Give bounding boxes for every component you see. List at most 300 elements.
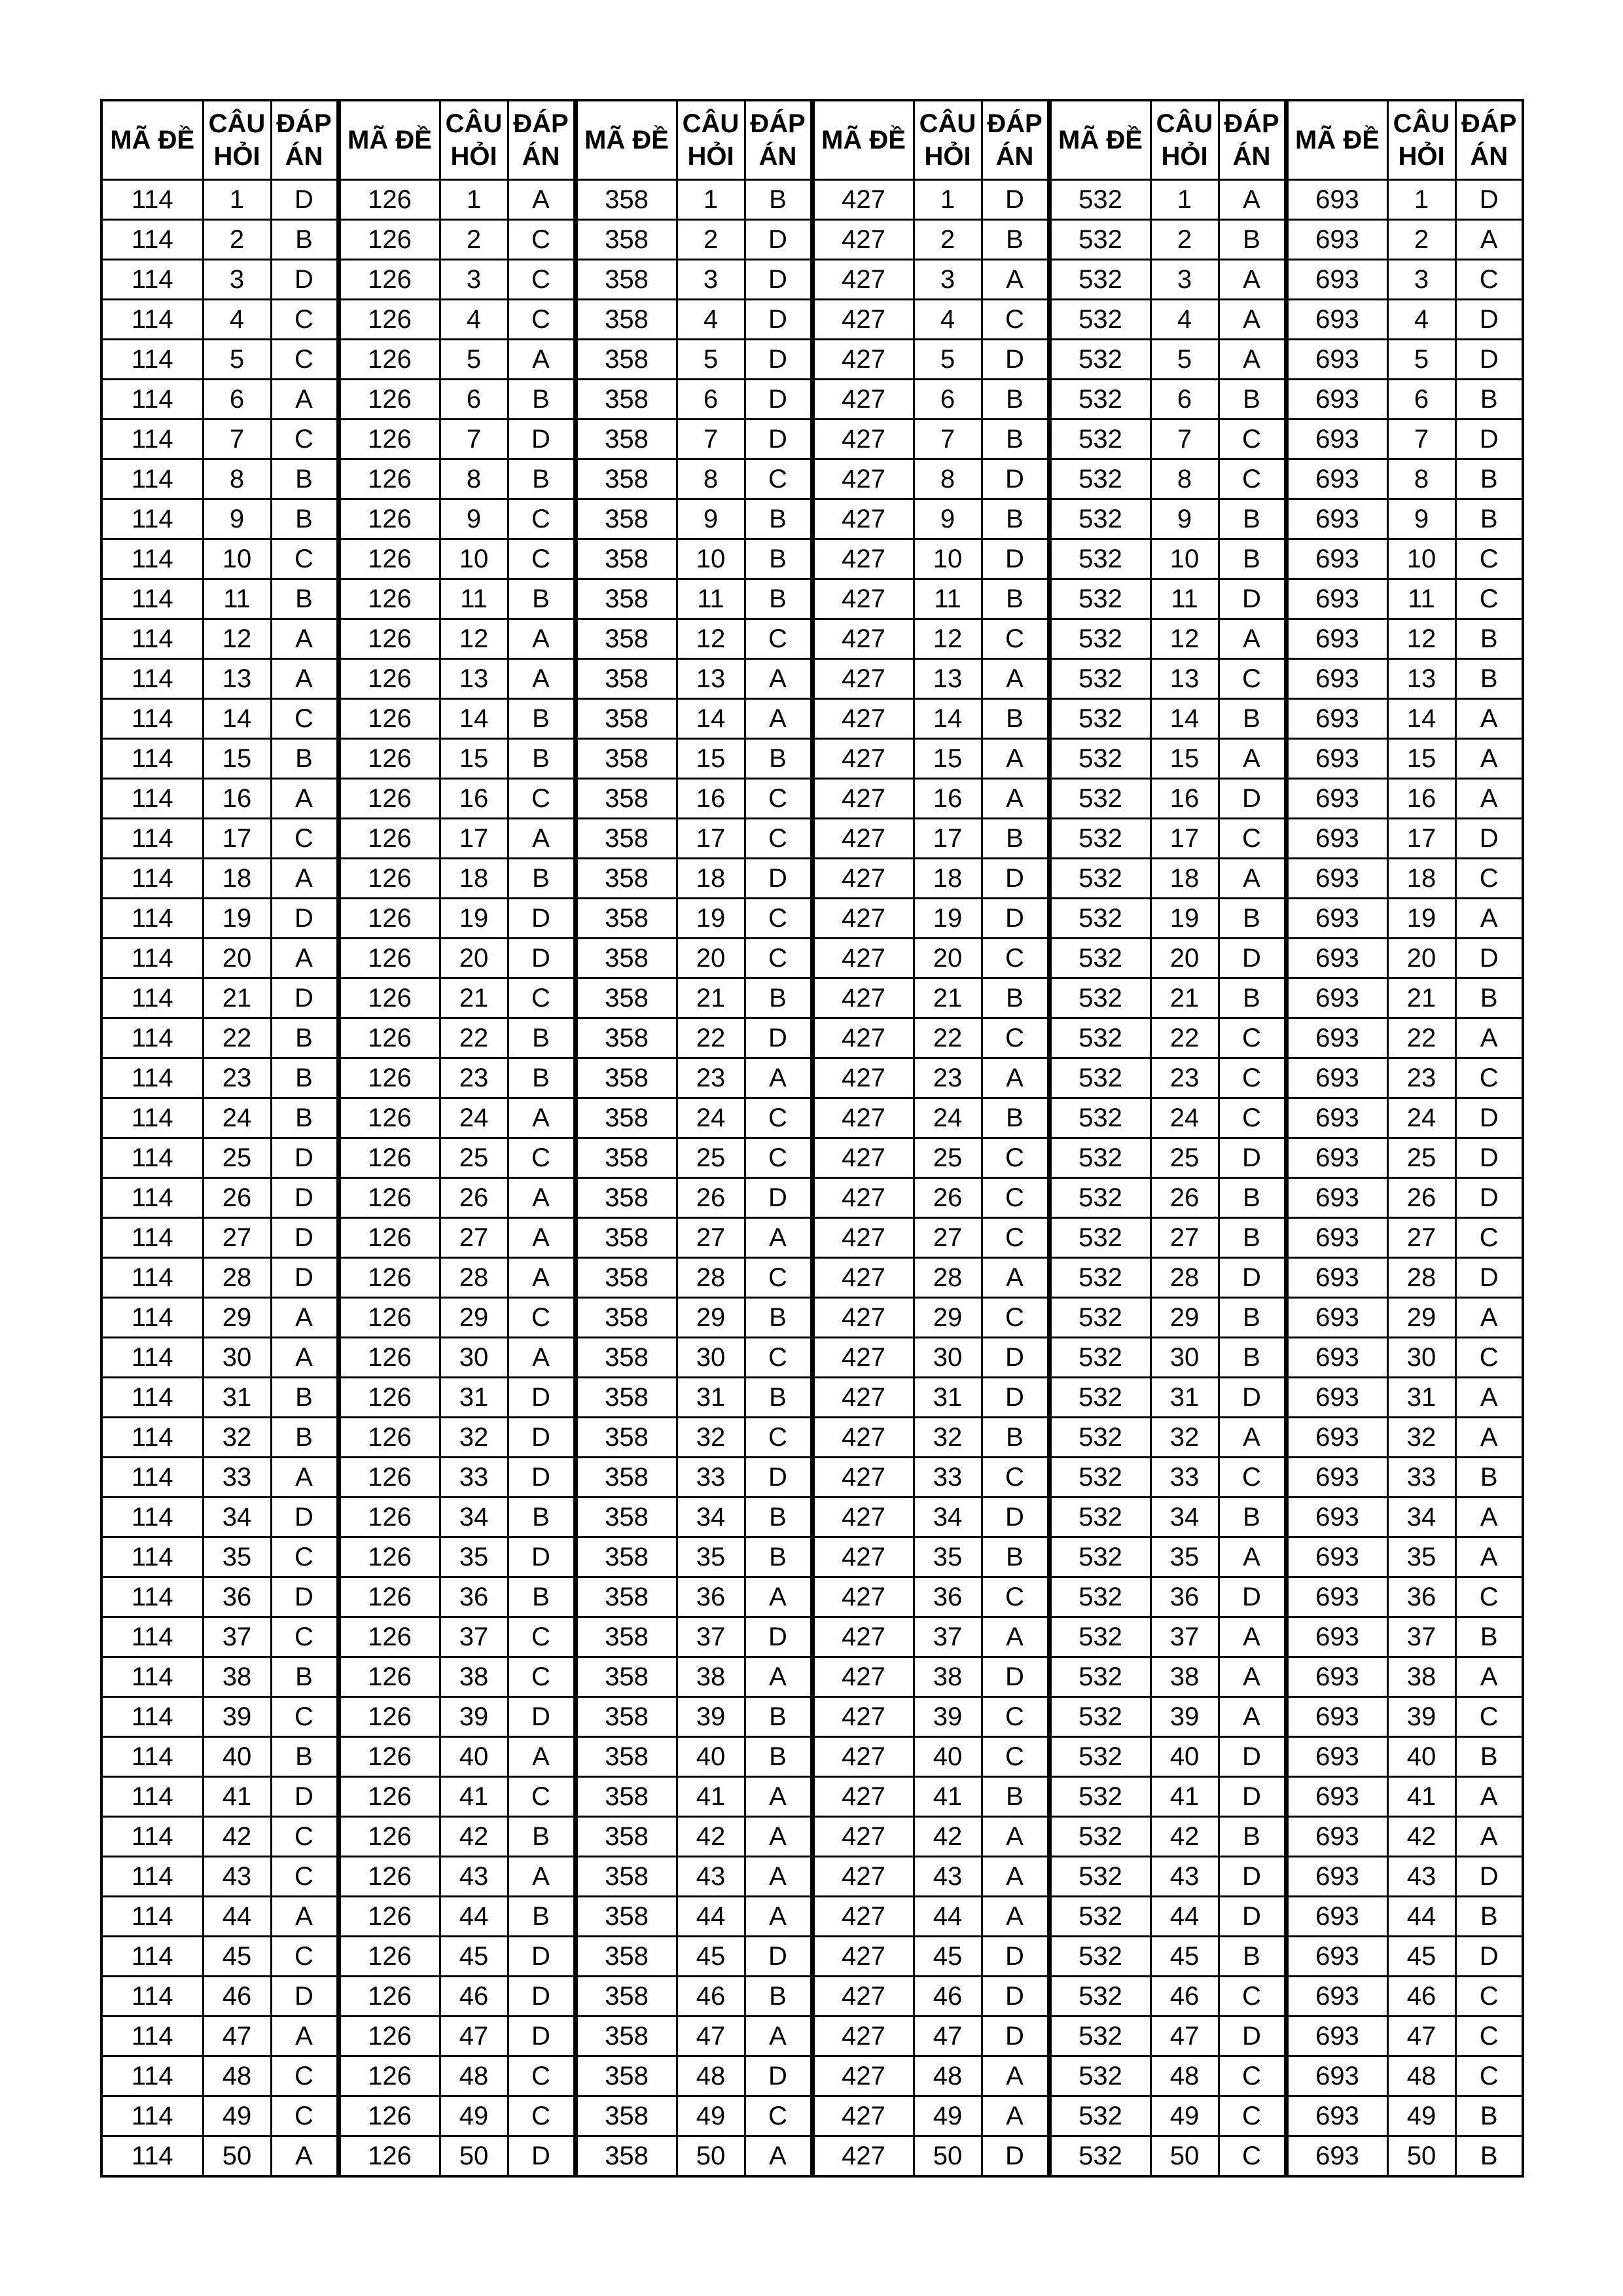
answer-cell: C bbox=[982, 1018, 1049, 1058]
exam-code-cell: 114 bbox=[101, 1897, 203, 1937]
question-number-cell: 24 bbox=[203, 1098, 271, 1138]
question-number-cell: 13 bbox=[1150, 659, 1219, 699]
exam-code-cell: 126 bbox=[338, 2136, 440, 2177]
exam-code-cell: 693 bbox=[1286, 1857, 1387, 1897]
exam-code-cell: 693 bbox=[1286, 1098, 1387, 1138]
question-number-cell: 5 bbox=[1387, 340, 1455, 380]
answer-cell: A bbox=[1219, 1537, 1286, 1577]
answer-cell: B bbox=[745, 180, 812, 220]
answer-cell: C bbox=[745, 1418, 812, 1458]
question-number-cell: 13 bbox=[677, 659, 745, 699]
table-row bbox=[101, 2136, 1523, 2177]
question-number-cell: 42 bbox=[440, 1817, 508, 1857]
question-number-cell: 28 bbox=[440, 1258, 508, 1298]
question-number-cell: 47 bbox=[1387, 2017, 1455, 2056]
exam-code-cell: 427 bbox=[812, 739, 914, 779]
answer-key-table bbox=[100, 99, 1524, 2178]
question-number-cell: 21 bbox=[677, 978, 745, 1018]
question-number-cell: 5 bbox=[203, 340, 271, 380]
exam-code-cell: 358 bbox=[575, 1098, 677, 1138]
question-number-cell: 20 bbox=[1387, 939, 1455, 978]
answer-cell: C bbox=[271, 699, 338, 739]
exam-code-cell: 693 bbox=[1286, 699, 1387, 739]
answer-cell: D bbox=[1455, 819, 1523, 859]
header-exam-code: MÃ ĐỀ bbox=[575, 100, 677, 180]
question-number-cell: 11 bbox=[440, 579, 508, 619]
exam-code-cell: 427 bbox=[812, 1138, 914, 1178]
answer-cell: C bbox=[745, 1138, 812, 1178]
question-number-cell: 29 bbox=[203, 1298, 271, 1338]
exam-code-cell: 126 bbox=[338, 1178, 440, 1218]
exam-code-cell: 427 bbox=[812, 1977, 914, 2017]
answer-cell: C bbox=[745, 939, 812, 978]
question-number-cell: 16 bbox=[203, 779, 271, 819]
exam-code-cell: 693 bbox=[1286, 939, 1387, 978]
exam-code-cell: 693 bbox=[1286, 659, 1387, 699]
answer-cell: B bbox=[745, 1498, 812, 1537]
exam-code-cell: 693 bbox=[1286, 1777, 1387, 1817]
answer-cell: B bbox=[1219, 699, 1286, 739]
exam-code-cell: 427 bbox=[812, 1777, 914, 1817]
question-number-cell: 20 bbox=[677, 939, 745, 978]
answer-cell: B bbox=[271, 1378, 338, 1418]
answer-cell: D bbox=[508, 1937, 575, 1977]
answer-cell: B bbox=[508, 380, 575, 420]
exam-code-cell: 114 bbox=[101, 1098, 203, 1138]
header-answer-line1: ĐÁP bbox=[987, 109, 1043, 138]
question-number-cell: 46 bbox=[203, 1977, 271, 2017]
exam-code-cell: 114 bbox=[101, 699, 203, 739]
answer-cell: C bbox=[1455, 1218, 1523, 1258]
exam-code-cell: 427 bbox=[812, 1577, 914, 1617]
exam-code-cell: 126 bbox=[338, 1458, 440, 1498]
answer-cell: B bbox=[1455, 1737, 1523, 1777]
table-body bbox=[101, 180, 1523, 2177]
header-answer-line2: ÁN bbox=[1232, 142, 1271, 171]
question-number-cell: 40 bbox=[1387, 1737, 1455, 1777]
question-number-cell: 14 bbox=[1150, 699, 1219, 739]
exam-code-cell: 126 bbox=[338, 1937, 440, 1977]
exam-code-cell: 427 bbox=[812, 1458, 914, 1498]
question-number-cell: 7 bbox=[203, 420, 271, 459]
answer-cell: B bbox=[745, 1977, 812, 2017]
question-number-cell: 30 bbox=[1387, 1338, 1455, 1378]
answer-cell: A bbox=[1455, 699, 1523, 739]
answer-cell: A bbox=[271, 659, 338, 699]
answer-cell: D bbox=[745, 380, 812, 420]
question-number-cell: 30 bbox=[677, 1338, 745, 1378]
exam-code-cell: 126 bbox=[338, 1897, 440, 1937]
exam-code-cell: 532 bbox=[1049, 659, 1150, 699]
exam-code-cell: 693 bbox=[1286, 1058, 1387, 1098]
exam-code-cell: 358 bbox=[575, 1018, 677, 1058]
exam-code-cell: 126 bbox=[338, 978, 440, 1018]
answer-cell: D bbox=[1219, 1897, 1286, 1937]
question-number-cell: 21 bbox=[440, 978, 508, 1018]
answer-cell: A bbox=[1219, 619, 1286, 659]
exam-code-cell: 358 bbox=[575, 779, 677, 819]
question-number-cell: 2 bbox=[440, 220, 508, 260]
table-row bbox=[101, 2096, 1523, 2136]
exam-code-cell: 126 bbox=[338, 1498, 440, 1537]
question-number-cell: 49 bbox=[1387, 2096, 1455, 2136]
question-number-cell: 25 bbox=[203, 1138, 271, 1178]
exam-code-cell: 532 bbox=[1049, 2096, 1150, 2136]
question-number-cell: 1 bbox=[914, 180, 982, 220]
header-answer bbox=[1219, 100, 1286, 180]
exam-code-cell: 126 bbox=[338, 939, 440, 978]
exam-code-cell: 427 bbox=[812, 300, 914, 340]
exam-code-cell: 126 bbox=[338, 499, 440, 539]
exam-code-cell: 126 bbox=[338, 1697, 440, 1737]
table-row bbox=[101, 260, 1523, 300]
question-number-cell: 26 bbox=[914, 1178, 982, 1218]
answer-cell: D bbox=[508, 939, 575, 978]
exam-code-cell: 427 bbox=[812, 420, 914, 459]
question-number-cell: 13 bbox=[440, 659, 508, 699]
answer-cell: B bbox=[508, 579, 575, 619]
exam-code-cell: 358 bbox=[575, 1418, 677, 1458]
exam-code-cell: 427 bbox=[812, 459, 914, 499]
question-number-cell: 17 bbox=[203, 819, 271, 859]
exam-code-cell: 358 bbox=[575, 1657, 677, 1697]
table-row bbox=[101, 1178, 1523, 1218]
question-number-cell: 44 bbox=[203, 1897, 271, 1937]
answer-cell: B bbox=[1455, 1897, 1523, 1937]
exam-code-cell: 358 bbox=[575, 1737, 677, 1777]
answer-cell: B bbox=[1219, 1338, 1286, 1378]
question-number-cell: 6 bbox=[203, 380, 271, 420]
question-number-cell: 34 bbox=[440, 1498, 508, 1537]
answer-cell: C bbox=[508, 300, 575, 340]
question-number-cell: 50 bbox=[677, 2136, 745, 2177]
exam-code-cell: 693 bbox=[1286, 1498, 1387, 1537]
answer-cell: B bbox=[982, 699, 1049, 739]
exam-code-cell: 126 bbox=[338, 1338, 440, 1378]
answer-cell: A bbox=[271, 2136, 338, 2177]
question-number-cell: 39 bbox=[914, 1697, 982, 1737]
header-question-line2: HỎI bbox=[1398, 142, 1445, 171]
header-answer-line2: ÁN bbox=[522, 142, 560, 171]
question-number-cell: 36 bbox=[203, 1577, 271, 1617]
question-number-cell: 6 bbox=[677, 380, 745, 420]
question-number-cell: 17 bbox=[914, 819, 982, 859]
table-row bbox=[101, 420, 1523, 459]
answer-cell: D bbox=[1455, 1258, 1523, 1298]
question-number-cell: 9 bbox=[1150, 499, 1219, 539]
exam-code-cell: 358 bbox=[575, 1138, 677, 1178]
table-row bbox=[101, 1977, 1523, 2017]
answer-cell: B bbox=[508, 739, 575, 779]
exam-code-cell: 532 bbox=[1049, 220, 1150, 260]
question-number-cell: 18 bbox=[1150, 859, 1219, 899]
answer-cell: C bbox=[508, 1298, 575, 1338]
question-number-cell: 9 bbox=[914, 499, 982, 539]
question-number-cell: 4 bbox=[1387, 300, 1455, 340]
exam-code-cell: 427 bbox=[812, 1098, 914, 1138]
answer-cell: B bbox=[1219, 978, 1286, 1018]
exam-code-cell: 114 bbox=[101, 1777, 203, 1817]
question-number-cell: 16 bbox=[1150, 779, 1219, 819]
question-number-cell: 18 bbox=[1387, 859, 1455, 899]
exam-code-cell: 693 bbox=[1286, 300, 1387, 340]
exam-code-cell: 358 bbox=[575, 459, 677, 499]
answer-cell: D bbox=[1219, 1138, 1286, 1178]
answer-cell: D bbox=[271, 180, 338, 220]
question-number-cell: 39 bbox=[1387, 1697, 1455, 1737]
answer-cell: D bbox=[271, 1138, 338, 1178]
question-number-cell: 11 bbox=[914, 579, 982, 619]
answer-cell: C bbox=[1219, 420, 1286, 459]
exam-code-cell: 114 bbox=[101, 1857, 203, 1897]
answer-cell: D bbox=[745, 340, 812, 380]
question-number-cell: 33 bbox=[1150, 1458, 1219, 1498]
table-row bbox=[101, 659, 1523, 699]
exam-code-cell: 358 bbox=[575, 1458, 677, 1498]
answer-cell: A bbox=[982, 1258, 1049, 1298]
exam-code-cell: 126 bbox=[338, 2056, 440, 2096]
exam-code-cell: 126 bbox=[338, 1258, 440, 1298]
exam-code-cell: 532 bbox=[1049, 2017, 1150, 2056]
question-number-cell: 2 bbox=[1150, 220, 1219, 260]
question-number-cell: 7 bbox=[1150, 420, 1219, 459]
exam-code-cell: 126 bbox=[338, 1737, 440, 1777]
exam-code-cell: 126 bbox=[338, 380, 440, 420]
exam-code-cell: 427 bbox=[812, 220, 914, 260]
answer-cell: B bbox=[271, 1657, 338, 1697]
answer-cell: A bbox=[1455, 1777, 1523, 1817]
answer-cell: A bbox=[1219, 739, 1286, 779]
question-number-cell: 11 bbox=[1387, 579, 1455, 619]
exam-code-cell: 114 bbox=[101, 1258, 203, 1298]
exam-code-cell: 126 bbox=[338, 459, 440, 499]
question-number-cell: 44 bbox=[440, 1897, 508, 1937]
question-number-cell: 42 bbox=[1387, 1817, 1455, 1857]
answer-cell: D bbox=[982, 1378, 1049, 1418]
question-number-cell: 21 bbox=[1150, 978, 1219, 1018]
answer-cell: A bbox=[1219, 1657, 1286, 1697]
question-number-cell: 36 bbox=[1150, 1577, 1219, 1617]
question-number-cell: 36 bbox=[1387, 1577, 1455, 1617]
exam-code-cell: 532 bbox=[1049, 1777, 1150, 1817]
question-number-cell: 32 bbox=[914, 1418, 982, 1458]
question-number-cell: 41 bbox=[677, 1777, 745, 1817]
answer-cell: C bbox=[1219, 1018, 1286, 1058]
table-row bbox=[101, 939, 1523, 978]
question-number-cell: 32 bbox=[1387, 1418, 1455, 1458]
answer-cell: D bbox=[508, 1537, 575, 1577]
question-number-cell: 10 bbox=[1150, 539, 1219, 579]
question-number-cell: 17 bbox=[440, 819, 508, 859]
answer-cell: A bbox=[271, 380, 338, 420]
answer-cell: D bbox=[1455, 1937, 1523, 1977]
exam-code-cell: 532 bbox=[1049, 699, 1150, 739]
header-question bbox=[914, 100, 982, 180]
exam-code-cell: 532 bbox=[1049, 978, 1150, 1018]
header-exam-code: MÃ ĐỀ bbox=[338, 100, 440, 180]
answer-cell: B bbox=[1219, 1298, 1286, 1338]
question-number-cell: 23 bbox=[1150, 1058, 1219, 1098]
answer-cell: A bbox=[745, 1657, 812, 1697]
exam-code-cell: 532 bbox=[1049, 1458, 1150, 1498]
exam-code-cell: 358 bbox=[575, 539, 677, 579]
question-number-cell: 4 bbox=[203, 300, 271, 340]
question-number-cell: 8 bbox=[1387, 459, 1455, 499]
answer-cell: A bbox=[1455, 1537, 1523, 1577]
question-number-cell: 33 bbox=[914, 1458, 982, 1498]
answer-cell: D bbox=[982, 1657, 1049, 1697]
exam-code-cell: 358 bbox=[575, 2136, 677, 2177]
exam-code-cell: 693 bbox=[1286, 978, 1387, 1018]
question-number-cell: 1 bbox=[440, 180, 508, 220]
exam-code-cell: 114 bbox=[101, 1737, 203, 1777]
exam-code-cell: 427 bbox=[812, 340, 914, 380]
question-number-cell: 45 bbox=[203, 1937, 271, 1977]
exam-code-cell: 358 bbox=[575, 2017, 677, 2056]
question-number-cell: 4 bbox=[1150, 300, 1219, 340]
exam-code-cell: 126 bbox=[338, 1857, 440, 1897]
answer-cell: D bbox=[1455, 1857, 1523, 1897]
answer-cell: D bbox=[1455, 300, 1523, 340]
answer-cell: D bbox=[745, 2056, 812, 2096]
exam-code-cell: 126 bbox=[338, 1537, 440, 1577]
exam-code-cell: 532 bbox=[1049, 1657, 1150, 1697]
question-number-cell: 35 bbox=[203, 1537, 271, 1577]
question-number-cell: 26 bbox=[677, 1178, 745, 1218]
answer-cell: A bbox=[1219, 260, 1286, 300]
exam-code-cell: 126 bbox=[338, 1298, 440, 1338]
answer-cell: B bbox=[982, 819, 1049, 859]
question-number-cell: 21 bbox=[203, 978, 271, 1018]
question-number-cell: 33 bbox=[1387, 1458, 1455, 1498]
exam-code-cell: 114 bbox=[101, 978, 203, 1018]
answer-cell: B bbox=[508, 1577, 575, 1617]
table-row bbox=[101, 1418, 1523, 1458]
exam-code-cell: 532 bbox=[1049, 1498, 1150, 1537]
question-number-cell: 18 bbox=[203, 859, 271, 899]
answer-cell: C bbox=[745, 1258, 812, 1298]
header-question-line1: CÂU bbox=[208, 109, 266, 138]
exam-code-cell: 114 bbox=[101, 2056, 203, 2096]
answer-cell: B bbox=[745, 739, 812, 779]
answer-cell: B bbox=[508, 699, 575, 739]
exam-code-cell: 532 bbox=[1049, 579, 1150, 619]
exam-code-cell: 126 bbox=[338, 1098, 440, 1138]
question-number-cell: 14 bbox=[203, 699, 271, 739]
header-row bbox=[101, 100, 1523, 180]
table-row bbox=[101, 2017, 1523, 2056]
answer-cell: C bbox=[1219, 2136, 1286, 2177]
exam-code-cell: 358 bbox=[575, 1537, 677, 1577]
exam-code-cell: 532 bbox=[1049, 380, 1150, 420]
exam-code-cell: 126 bbox=[338, 539, 440, 579]
exam-code-cell: 126 bbox=[338, 859, 440, 899]
question-number-cell: 43 bbox=[440, 1857, 508, 1897]
exam-code-cell: 693 bbox=[1286, 499, 1387, 539]
answer-cell: B bbox=[1455, 2096, 1523, 2136]
answer-cell: B bbox=[745, 1298, 812, 1338]
answer-cell: C bbox=[982, 1458, 1049, 1498]
answer-cell: C bbox=[1455, 2017, 1523, 2056]
question-number-cell: 38 bbox=[1387, 1657, 1455, 1697]
answer-cell: B bbox=[1455, 380, 1523, 420]
answer-cell: A bbox=[1219, 340, 1286, 380]
question-number-cell: 8 bbox=[914, 459, 982, 499]
answer-cell: B bbox=[1455, 1458, 1523, 1498]
answer-cell: A bbox=[745, 1777, 812, 1817]
exam-code-cell: 427 bbox=[812, 1378, 914, 1418]
answer-cell: A bbox=[1455, 739, 1523, 779]
answer-cell: C bbox=[1455, 2056, 1523, 2096]
exam-code-cell: 532 bbox=[1049, 260, 1150, 300]
exam-code-cell: 126 bbox=[338, 420, 440, 459]
answer-cell: D bbox=[508, 1378, 575, 1418]
question-number-cell: 15 bbox=[914, 739, 982, 779]
answer-cell: B bbox=[1455, 459, 1523, 499]
exam-code-cell: 114 bbox=[101, 1697, 203, 1737]
exam-code-cell: 427 bbox=[812, 2136, 914, 2177]
question-number-cell: 12 bbox=[677, 619, 745, 659]
answer-cell: A bbox=[1219, 300, 1286, 340]
answer-cell: A bbox=[1455, 779, 1523, 819]
question-number-cell: 17 bbox=[1150, 819, 1219, 859]
question-number-cell: 24 bbox=[440, 1098, 508, 1138]
question-number-cell: 43 bbox=[203, 1857, 271, 1897]
header-question-line1: CÂU bbox=[682, 109, 740, 138]
exam-code-cell: 532 bbox=[1049, 420, 1150, 459]
exam-code-cell: 358 bbox=[575, 380, 677, 420]
answer-cell: C bbox=[745, 2096, 812, 2136]
exam-code-cell: 126 bbox=[338, 260, 440, 300]
answer-cell: D bbox=[1219, 1258, 1286, 1298]
answer-cell: C bbox=[1455, 579, 1523, 619]
question-number-cell: 23 bbox=[440, 1058, 508, 1098]
exam-code-cell: 693 bbox=[1286, 1617, 1387, 1657]
question-number-cell: 27 bbox=[1387, 1218, 1455, 1258]
exam-code-cell: 114 bbox=[101, 1537, 203, 1577]
exam-code-cell: 427 bbox=[812, 1657, 914, 1697]
answer-cell: B bbox=[508, 859, 575, 899]
question-number-cell: 49 bbox=[677, 2096, 745, 2136]
header-answer bbox=[271, 100, 338, 180]
answer-cell: D bbox=[1219, 1737, 1286, 1777]
exam-code-cell: 358 bbox=[575, 2056, 677, 2096]
question-number-cell: 37 bbox=[1150, 1617, 1219, 1657]
question-number-cell: 19 bbox=[914, 899, 982, 939]
table-row bbox=[101, 1777, 1523, 1817]
exam-code-cell: 427 bbox=[812, 579, 914, 619]
exam-code-cell: 126 bbox=[338, 1418, 440, 1458]
question-number-cell: 24 bbox=[914, 1098, 982, 1138]
answer-cell: B bbox=[1219, 1218, 1286, 1258]
question-number-cell: 23 bbox=[203, 1058, 271, 1098]
answer-cell: A bbox=[1455, 1018, 1523, 1058]
exam-code-cell: 126 bbox=[338, 2096, 440, 2136]
exam-code-cell: 358 bbox=[575, 1218, 677, 1258]
question-number-cell: 15 bbox=[440, 739, 508, 779]
answer-cell: C bbox=[982, 1737, 1049, 1777]
answer-cell: A bbox=[271, 779, 338, 819]
header-question bbox=[677, 100, 745, 180]
answer-cell: B bbox=[745, 1378, 812, 1418]
question-number-cell: 44 bbox=[1387, 1897, 1455, 1937]
question-number-cell: 41 bbox=[203, 1777, 271, 1817]
answer-cell: A bbox=[982, 1617, 1049, 1657]
answer-cell: A bbox=[508, 619, 575, 659]
answer-cell: C bbox=[508, 499, 575, 539]
answer-cell: A bbox=[508, 1098, 575, 1138]
question-number-cell: 38 bbox=[1150, 1657, 1219, 1697]
